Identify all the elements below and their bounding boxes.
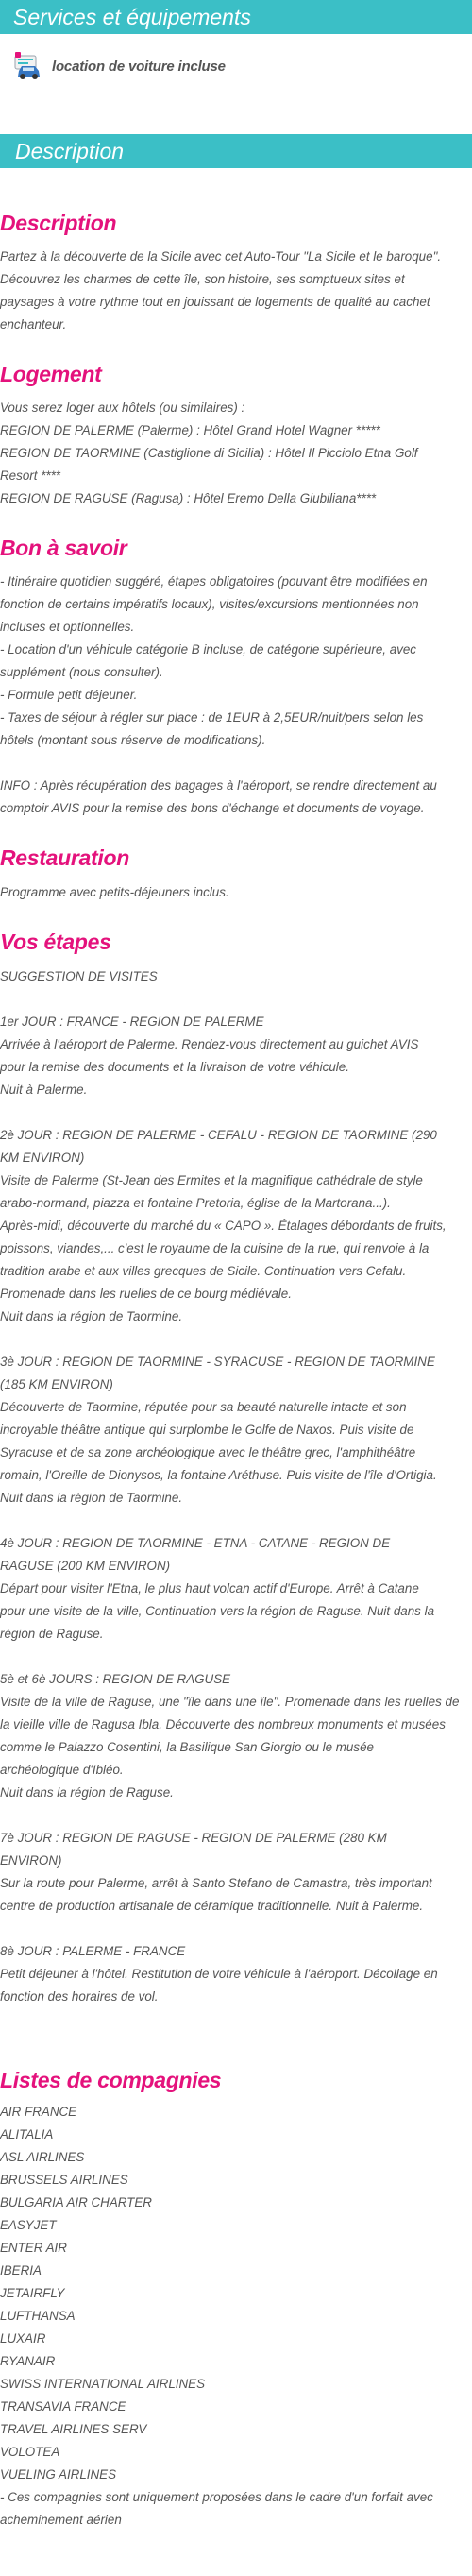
text-line: BULGARIA AIR CHARTER (0, 2195, 152, 2209)
text-line: LUFTHANSA (0, 2309, 76, 2323)
text-line: Syracuse et de sa zone archéologique avec le théâtre grec, l'amphithéâtre (0, 1445, 416, 1459)
text-line: KM ENVIRON) (0, 1151, 85, 1165)
text-line: Sur la route pour Palerme, arrêt à Santo Stefano de Camastra, très important (0, 1876, 432, 1890)
text-line: Nuit dans la région de Taormine. (0, 1309, 183, 1323)
text-line: - Taxes de séjour à régler sur place : de 1EUR à 2,5EUR/nuit/pers selon les (0, 710, 424, 725)
text-line: 5è et 6è JOURS : REGION DE RAGUSE (0, 1672, 231, 1686)
text-line: comme le Palazzo Cosentini, la Basilique San Giorgio ou le musée (0, 1740, 374, 1754)
restauration-text (0, 881, 470, 904)
text-line: romain, l'Oreille de Dionysos, la fontaine Aréthuse. Puis visite de l'île d'Ortigia. (0, 1468, 437, 1482)
text-line: REGION DE TAORMINE (Castiglione di Sicilia) : Hôtel Il Picciolo Etna Golf (0, 446, 418, 460)
logement-section (0, 359, 470, 510)
description-section-title: Description (0, 134, 472, 168)
text-line: ENTER AIR (0, 2241, 67, 2255)
paragraph-gap (0, 1328, 470, 1351)
paragraph-gap (0, 1101, 470, 1124)
compagnies-section (0, 2065, 470, 2532)
text-line: EASYJET (0, 2218, 57, 2232)
compagnies-text (0, 2101, 470, 2532)
paragraph-gap (0, 1646, 470, 1668)
text-line: 3è JOUR : REGION DE TAORMINE - SYRACUSE - REGION DE TAORMINE (0, 1355, 435, 1369)
text-line: REGION DE RAGUSE (Ragusa) : Hôtel Eremo Della Giubiliana**** (0, 491, 377, 505)
text-line: Arrivée à l'aéroport de Palerme. Rendez-vous directement au guichet AVIS (0, 1037, 419, 1051)
text-line: acheminement aérien (0, 2513, 122, 2527)
bon-a-savoir-text (0, 571, 470, 820)
text-line: SWISS INTERNATIONAL AIRLINES (0, 2377, 206, 2391)
text-line: TRAVEL AIRLINES SERV (0, 2422, 147, 2436)
text-line: INFO : Après récupération des bagages à l'aéroport, se rendre directement au (0, 778, 437, 793)
restauration-section (0, 843, 470, 904)
text-line: arabo-normand, piazza et fontaine Pretoria, église de la Martorana...). (0, 1196, 391, 1210)
text-line: région de Raguse. (0, 1627, 104, 1641)
paragraph-gap (0, 1918, 470, 1940)
text-line: TRANSAVIA FRANCE (0, 2399, 126, 2414)
text-line: - Itinéraire quotidien suggéré, étapes obligatoires (pouvant être modifiées en (0, 574, 428, 589)
text-line: 7è JOUR : REGION DE RAGUSE - REGION DE PALERME (280 KM (0, 1831, 387, 1845)
services-section-title: Services et équipements (0, 0, 472, 34)
text-line: AIR FRANCE (0, 2105, 77, 2119)
text-line: fonction de certains impératifs locaux), visites/excursions mentionnées non (0, 597, 419, 611)
text-line: SUGGESTION DE VISITES (0, 969, 158, 983)
text-line: supplément (nous consulter). (0, 665, 163, 679)
description-heading: Description (0, 211, 117, 235)
text-line: tradition arabe et aux villes grecques de Sicile. Continuation vers Cefalu. (0, 1264, 407, 1278)
compagnies-heading: Listes de compagnies (0, 2068, 222, 2092)
text-line: REGION DE PALERME (Palerme) : Hôtel Grand Hotel Wagner ***** (0, 423, 380, 437)
paragraph-gap (0, 1510, 470, 1532)
text-line: Découvrez les charmes de cette île, son histoire, ses somptueux sites et (0, 272, 405, 286)
text-line: Nuit à Palerme. (0, 1083, 88, 1097)
text-line: (185 KM ENVIRON) (0, 1377, 113, 1391)
text-line: Découverte de Taormine, réputée pour sa beauté naturelle intacte et son (0, 1400, 407, 1414)
text-line: VOLOTEA (0, 2445, 60, 2459)
paragraph-gap (0, 1804, 470, 1827)
text-line: la vieille ville de Ragusa Ibla. Découverte des nombreux monuments et musées (0, 1717, 446, 1732)
text-line: hôtels (montant sous réserve de modifications). (0, 733, 266, 747)
paragraph-gap (0, 988, 470, 1011)
car-rental-icon (12, 50, 44, 82)
text-line: incluses et optionnelles. (0, 620, 135, 634)
restauration-heading: Restauration (0, 845, 129, 870)
text-line: enchanteur. (0, 317, 67, 332)
logement-heading: Logement (0, 362, 102, 386)
text-line: fonction des horaires de vol. (0, 1989, 159, 2004)
text-line: Promenade dans les ruelles de ce bourg médiévale. (0, 1287, 292, 1301)
text-line: paysages à votre rythme tout en jouissant de logements de qualité au cachet (0, 295, 430, 309)
text-line: - Ces compagnies sont uniquement proposées dans le cadre d'un forfait avec (0, 2490, 433, 2504)
text-line: IBERIA (0, 2263, 42, 2277)
text-line: Petit déjeuner à l'hôtel. Restitution de votre véhicule à l'aéroport. Décollage en (0, 1967, 438, 1981)
text-line: VUELING AIRLINES (0, 2467, 117, 2482)
etapes-heading: Vos étapes (0, 930, 111, 954)
text-line: Nuit dans la région de Raguse. (0, 1785, 174, 1800)
text-line: 1er JOUR : FRANCE - REGION DE PALERME (0, 1015, 264, 1029)
equipment-item-car-rental (0, 47, 472, 85)
description-text (0, 246, 470, 336)
bon-a-savoir-section (0, 533, 470, 820)
text-line: RYANAIR (0, 2354, 56, 2368)
text-line: Visite de Palerme (St-Jean des Ermites et la magnifique cathédrale de style (0, 1173, 423, 1187)
text-line: LUXAIR (0, 2331, 46, 2346)
text-line: Départ pour visiter l'Etna, le plus haut volcan actif d'Europe. Arrêt à Catane (0, 1581, 419, 1595)
text-line: 4è JOUR : REGION DE TAORMINE - ETNA - CATANE - REGION DE (0, 1536, 391, 1550)
text-line: - Location d'un véhicule catégorie B incluse, de catégorie supérieure, avec (0, 642, 416, 657)
text-line: incroyable théâtre antique qui surplombe le Golfe de Naxos. Puis visite de (0, 1423, 414, 1437)
text-line: JETAIRFLY (0, 2286, 65, 2300)
description-section (0, 208, 470, 336)
text-line: 2è JOUR : REGION DE PALERME - CEFALU - REGION DE TAORMINE (290 (0, 1128, 437, 1142)
text-line: ALITALIA (0, 2127, 54, 2141)
etapes-section (0, 927, 470, 2008)
text-line: - Formule petit déjeuner. (0, 688, 138, 702)
text-line: Nuit dans la région de Taormine. (0, 1491, 183, 1505)
paragraph-gap (0, 752, 470, 775)
text-line: BRUSSELS AIRLINES (0, 2173, 128, 2187)
main-content (0, 208, 472, 2532)
text-line: archéologique d'Ibléo. (0, 1763, 124, 1777)
etapes-text (0, 965, 470, 2008)
text-line: pour la remise des documents et la livraison de votre véhicule. (0, 1060, 349, 1074)
text-line: ASL AIRLINES (0, 2150, 85, 2164)
text-line: ENVIRON) (0, 1853, 62, 1868)
text-line: Visite de la ville de Raguse, une "île dans une île". Promenade dans les ruelles de (0, 1695, 460, 1709)
text-line: Partez à la découverte de la Sicile avec cet Auto-Tour "La Sicile et le baroque". (0, 249, 442, 264)
text-line: pour une visite de la ville, Continuation vers la région de Raguse. Nuit dans la (0, 1604, 435, 1618)
text-line: Resort **** (0, 469, 61, 483)
text-line: poissons, viandes,... c'est le royaume de la cuisine de la rue, qui renvoie à la (0, 1241, 430, 1255)
text-line: Vous serez loger aux hôtels (ou similaires) : (0, 401, 245, 415)
text-line: Programme avec petits-déjeuners inclus. (0, 885, 229, 899)
text-line: Après-midi, découverte du marché du « CAPO ». Étalages débordants de fruits, (0, 1219, 447, 1233)
text-line: centre de production artisanale de céramique traditionnelle. Nuit à Palerme. (0, 1899, 424, 1913)
bon-a-savoir-heading: Bon à savoir (0, 536, 127, 560)
text-line: comptoir AVIS pour la remise des bons d'échange et documents de voyage. (0, 801, 425, 815)
text-line: 8è JOUR : PALERME - FRANCE (0, 1944, 186, 1958)
logement-text (0, 397, 470, 510)
text-line: RAGUSE (200 KM ENVIRON) (0, 1559, 171, 1573)
equipment-label: location de voiture incluse (52, 58, 226, 75)
